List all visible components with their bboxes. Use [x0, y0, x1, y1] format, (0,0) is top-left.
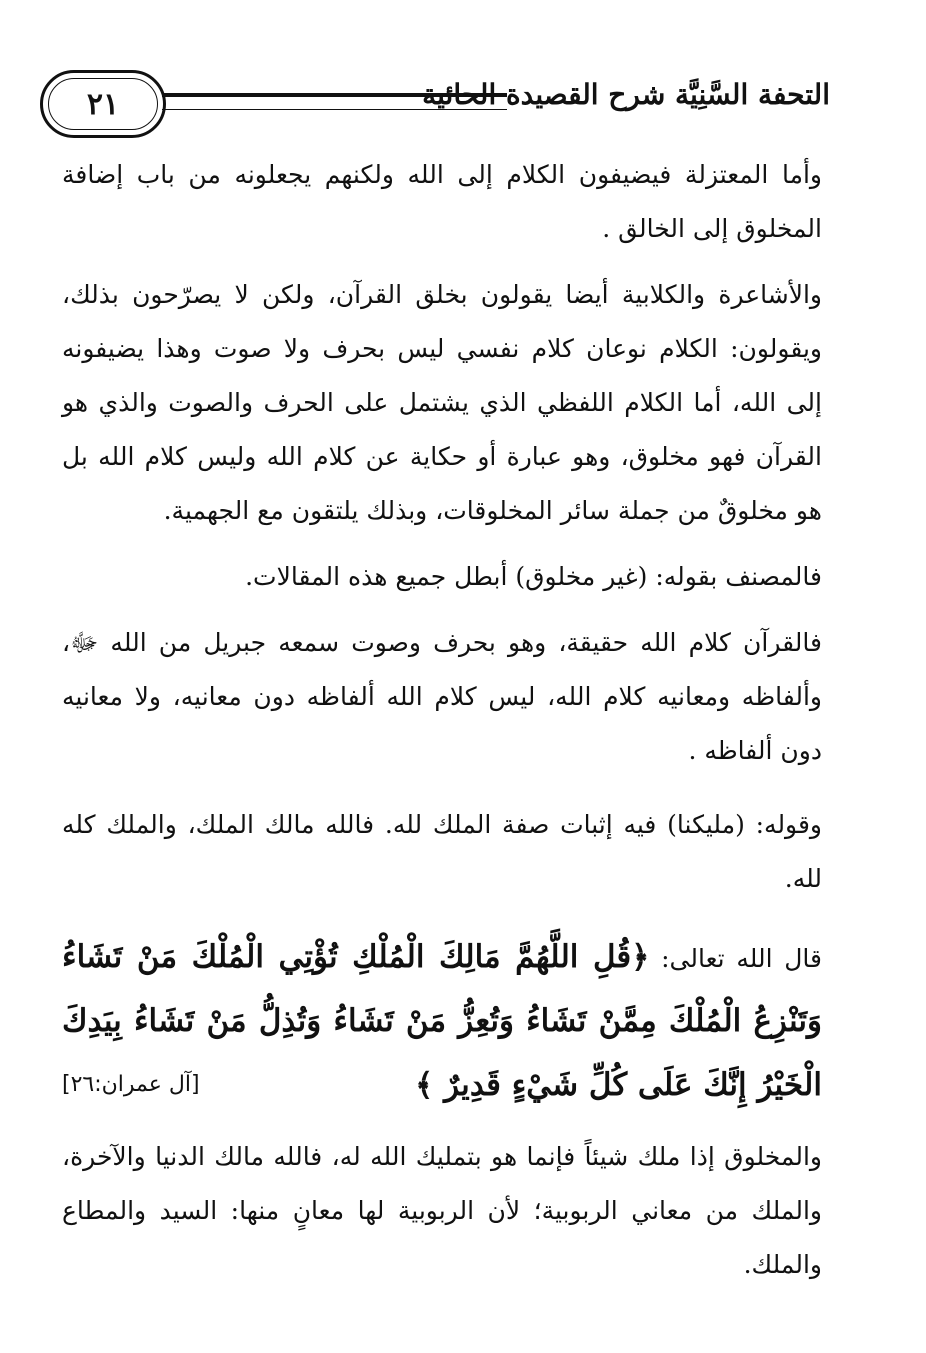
page-header	[40, 70, 830, 142]
quran-verse	[62, 926, 822, 1118]
verse-text: ﴿قُلِ اللَّهُمَّ مَالِكَ الْمُلْكِ تُؤْتِي الْمُلْكَ مَنْ تَشَاءُ وَتَنْزِعُ الْمُلْكَ مِمَّنْ تَشَاءُ وَتُعِزُّ مَنْ تَشَاءُ وَتُذِلُّ مَنْ تَشَاءُ بِيَدِكَ الْخَيْرُ إِنَّكَ عَلَى كُلِّ شَيْءٍ قَدِيرٌ ﴾	[62, 939, 822, 1103]
paragraph-mutazila: وأما المعتزلة فيضيفون الكلام إلى الله ولكنهم يجعلونه من باب إضافة المخلوق إلى الخالق .	[62, 160, 822, 243]
paragraph-malikuna: وقوله: (مليكنا) فيه إثبات صفة الملك لله. فالله مالك الملك، والملك كله لله.	[62, 810, 822, 893]
body-text	[62, 148, 822, 1292]
paragraph-ashaira: والأشاعرة والكلابية أيضا يقولون بخلق القرآن، ولكن لا يصرّحون بذلك، ويقولون: الكلام نوعان كلام نفسي ليس بحرف ولا صوت وهذا يضيفونه إلى الله، أما الكلام اللفظي الذي يشتمل على الحرف والصوت والذي هو القرآن فهو مخلوق، وهو عبارة أو حكاية عن كلام الله وليس كلام الله بل هو مخلوقٌ من جملة سائر المخلوقات، وبذلك يلتقون مع الجهمية.	[62, 280, 822, 525]
paragraph-musannif: فالمصنف بقوله: (غير مخلوق) أبطل جميع هذه المقالات.	[245, 562, 822, 591]
paragraph-quran: فالقرآن كلام الله حقيقة، وهو بحرف وصوت سمعه جبريل من الله ﷻ، وألفاظه ومعانيه كلام الله، ليس كلام الله ألفاظه دون معانيه، ولا معانيه دون ألفاظه .	[62, 628, 822, 765]
page-number: ٢١	[40, 70, 166, 138]
verse-intro: قال الله تعالى:	[661, 944, 822, 973]
verse-reference: [آل عمران:٢٦]	[62, 1072, 200, 1097]
paragraph-closing: والمخلوق إذا ملك شيئاً فإنما هو بتمليك الله له، فالله مالك الدنيا والآخرة، والملك من معاني الربوبية؛ لأن الربوبية لها معانٍ منها: السيد والمطاع والملك.	[62, 1142, 822, 1279]
running-title: التحفة السَّنِيَّة شرح القصيدة الحائية	[422, 78, 830, 111]
